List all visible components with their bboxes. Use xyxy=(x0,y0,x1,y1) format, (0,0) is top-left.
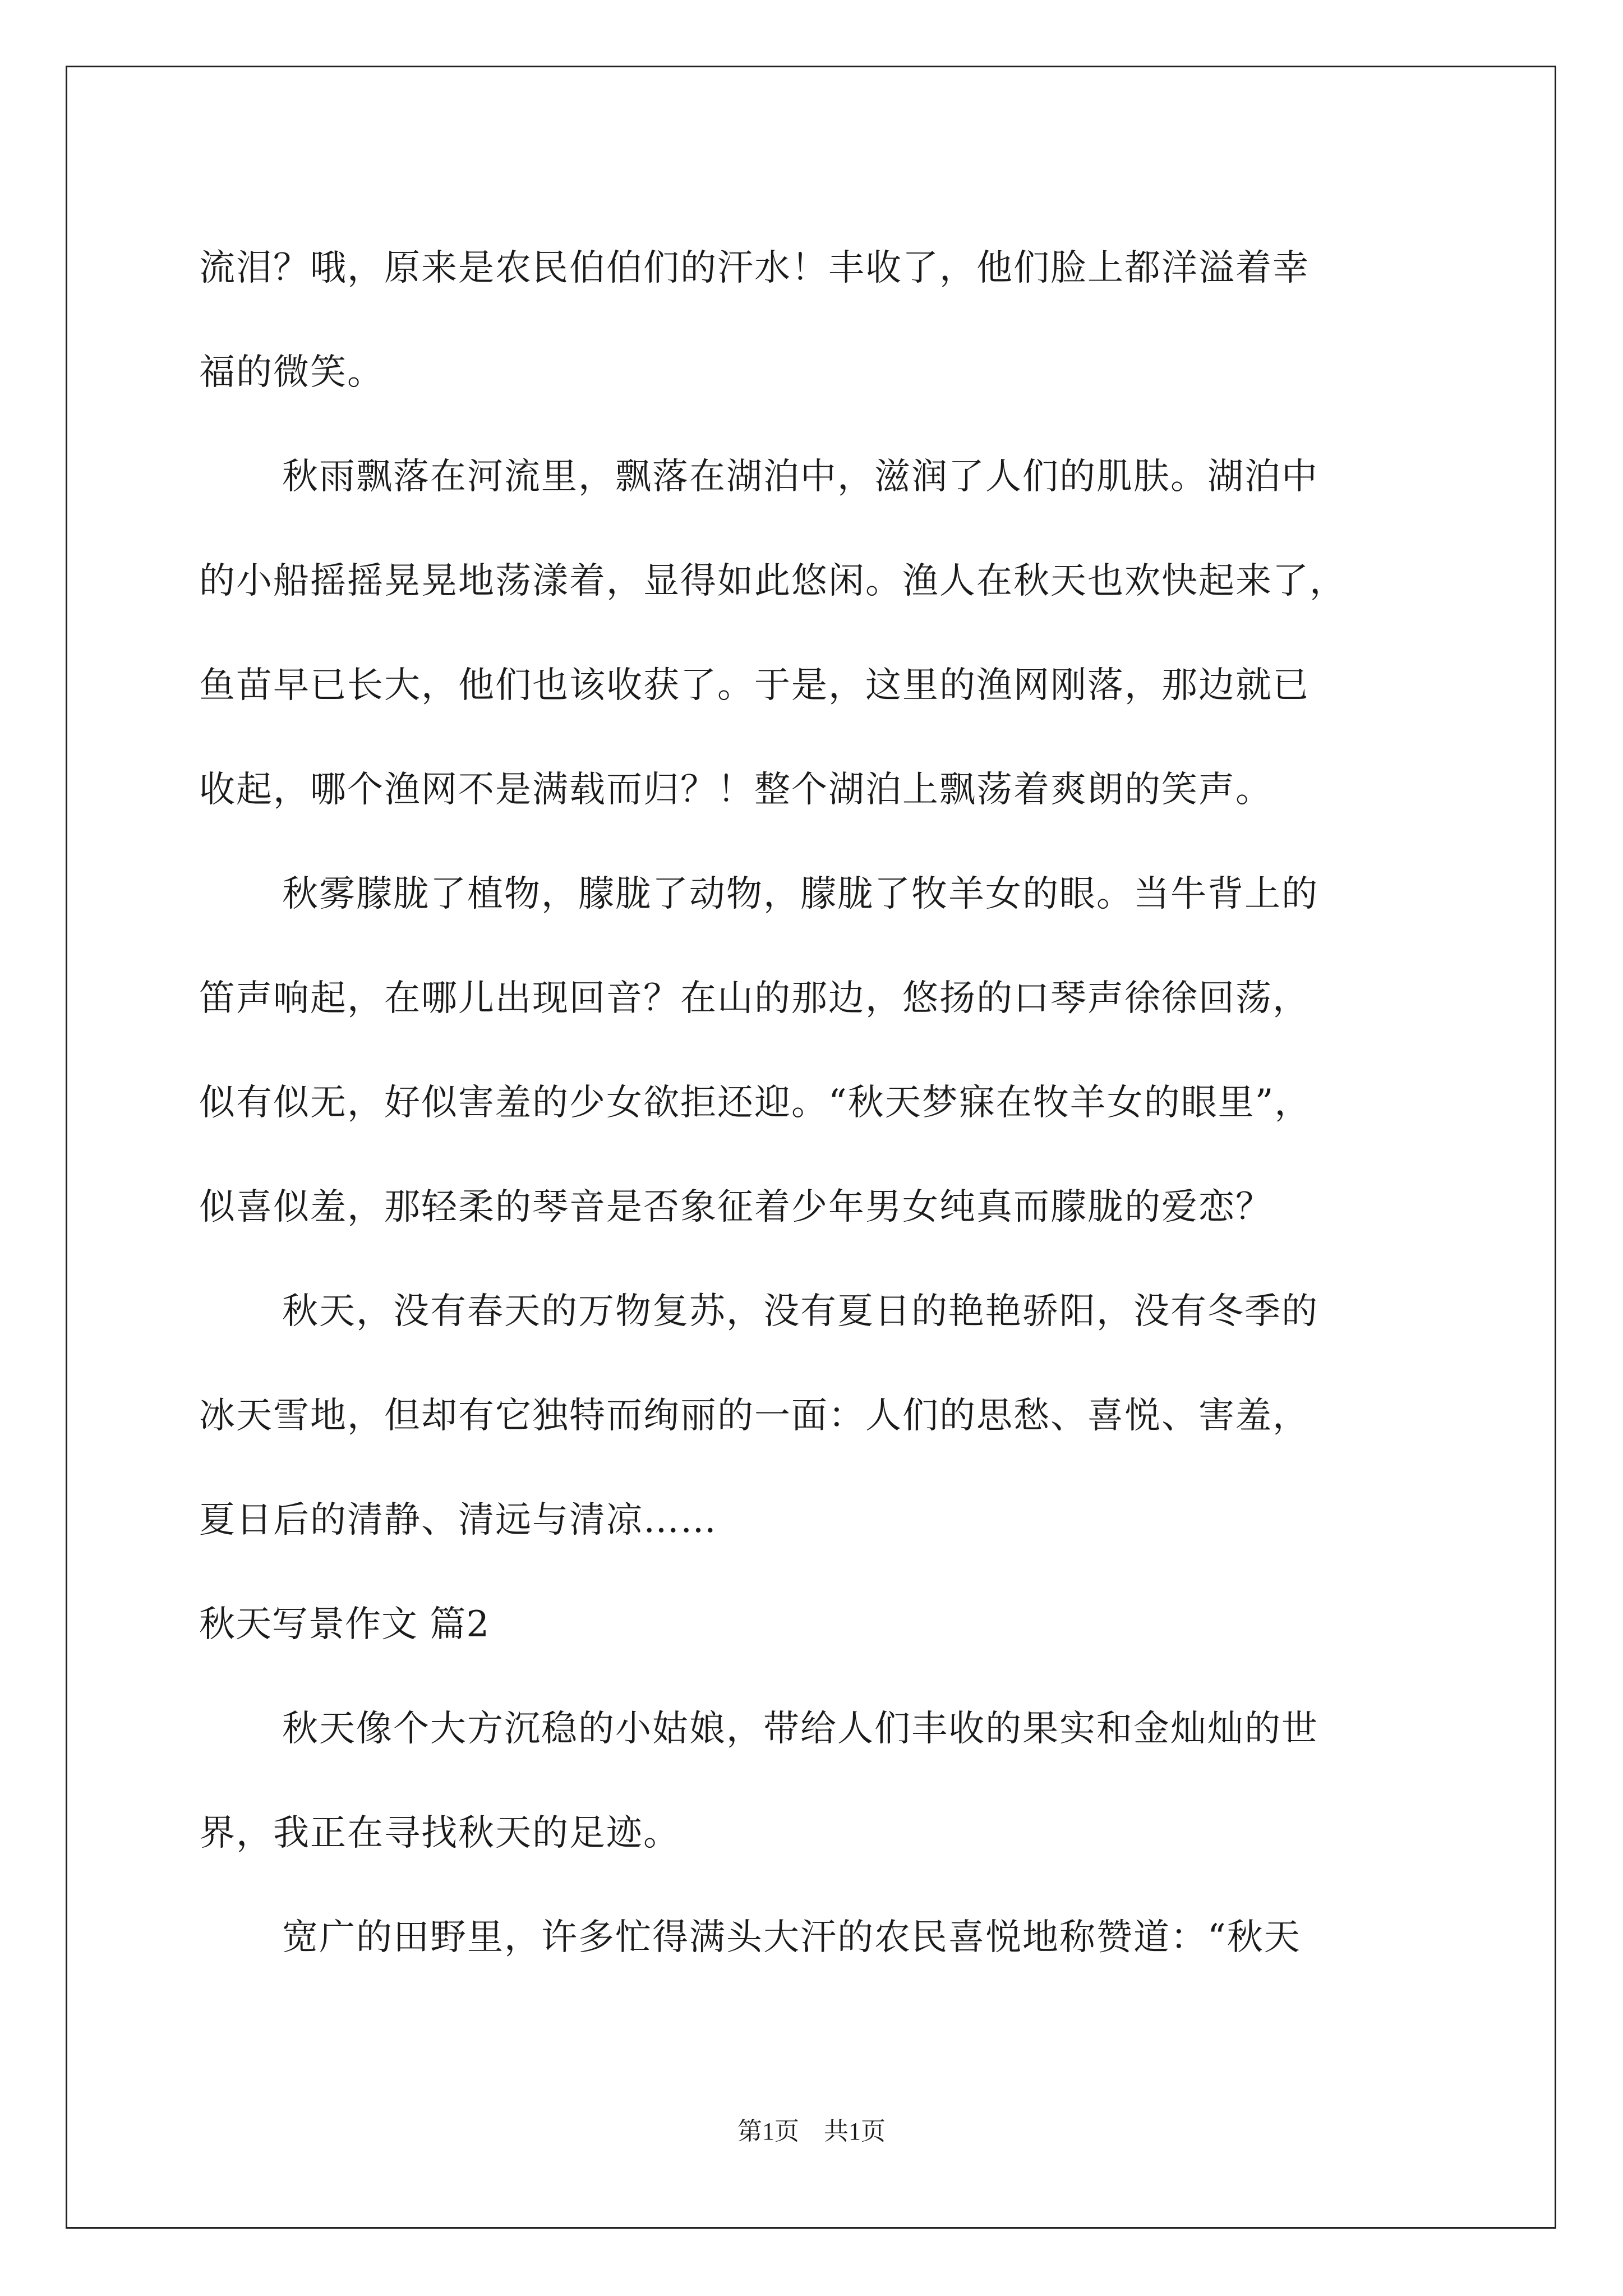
text-line: 笛声响起，在哪儿出现回音？在山的那边，悠扬的口琴声徐徐回荡， xyxy=(199,978,1310,1019)
paragraph-start: 秋雨飘落在河流里，飘落在湖泊中，滋润了人们的肌肤。湖泊中 xyxy=(282,456,1318,498)
document-body xyxy=(199,216,1455,1990)
page-footer: 第1页 共1页 xyxy=(737,2118,886,2145)
text-line: 鱼苗早已长大，他们也该收获了。于是，这里的渔网刚落，那边就已 xyxy=(199,665,1310,706)
text-line: 冰天雪地，但却有它独特而绚丽的一面：人们的思愁、喜悦、害羞， xyxy=(199,1395,1310,1437)
text-line: 似喜似羞，那轻柔的琴音是否象征着少年男女纯真而朦胧的爱恋？ xyxy=(199,1186,1272,1228)
section-heading: 秋天写景作文 篇2 xyxy=(199,1604,490,1645)
text-line: 收起，哪个渔网不是满载而归？！整个湖泊上飘荡着爽朗的笑声。 xyxy=(199,769,1272,811)
text-line: 的小船摇摇晃晃地荡漾着，显得如此悠闲。渔人在秋天也欢快起来了， xyxy=(199,560,1347,602)
text-line: 界，我正在寻找秋天的足迹。 xyxy=(199,1812,680,1854)
text-line: 似有似无，好似害羞的少女欲拒还迎。“秋天梦寐在牧羊女的眼里”， xyxy=(199,1082,1312,1124)
paragraph-start: 秋天，没有春天的万物复苏，没有夏日的艳艳骄阳，没有冬季的 xyxy=(282,1291,1318,1332)
paragraph-start: 宽广的田野里，许多忙得满头大汗的农民喜悦地称赞道：“秋天 xyxy=(282,1917,1301,1958)
text-line: 流泪？哦，原来是农民伯伯们的汗水！丰收了，他们脸上都洋溢着幸 xyxy=(199,247,1310,289)
paragraph-start: 秋天像个大方沉稳的小姑娘，带给人们丰收的果实和金灿灿的世 xyxy=(282,1708,1318,1750)
paragraph-start: 秋雾朦胧了植物，朦胧了动物，朦胧了牧羊女的眼。当牛背上的 xyxy=(282,873,1318,915)
text-line: 福的微笑。 xyxy=(199,352,384,393)
text-line: 夏日后的清静、清远与清凉…… xyxy=(199,1499,717,1541)
